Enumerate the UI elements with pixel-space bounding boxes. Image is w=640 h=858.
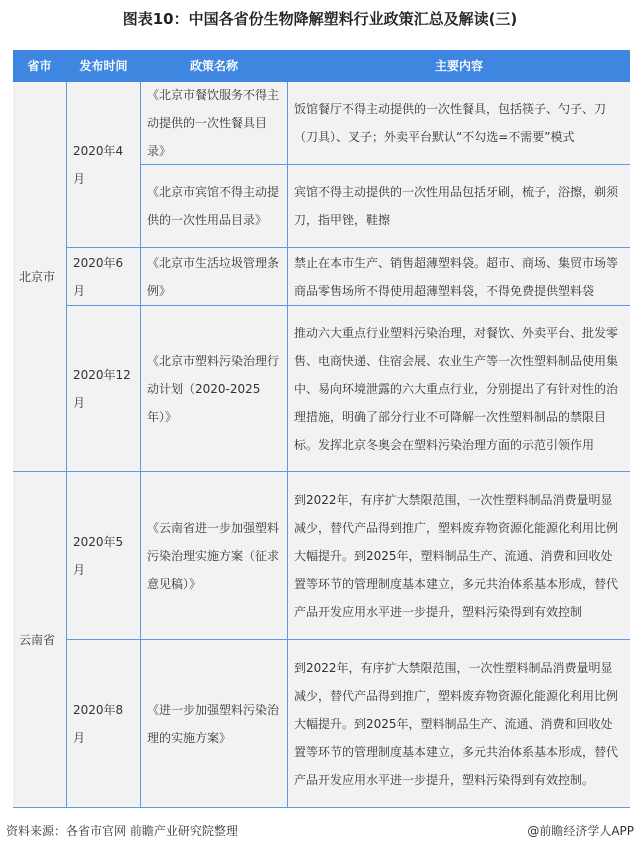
- content-cell: 推动六大重点行业塑料污染治理，对餐饮、外卖平台、批发零售、电商快递、住宿会展、农业生产等一次性塑料制品使用集中、易向环境泄露的六大重点行业，分别提出了有针对性的治理措施，明确了部分行业不可降解一次性塑料制品的禁限目标。发挥北京冬奥会在塑料污染治理方面的示范引领作用: [288, 306, 630, 472]
- date-cell: 2020年4月: [67, 82, 141, 248]
- policy-name-cell: 《云南省进一步加强塑料污染治理实施方案（征求意见稿）》: [141, 472, 288, 640]
- content-cell: 宾馆不得主动提供的一次性用品包括牙刷，梳子，浴擦，剃须刀，指甲锉，鞋擦: [288, 165, 630, 248]
- content-cell: 禁止在本市生产、销售超薄塑料袋。超市、商场、集贸市场等商品零售场所不得使用超薄塑料袋，不得免费提供塑料袋: [288, 248, 630, 306]
- content-cell: 到2022年，有序扩大禁限范围，一次性塑料制品消费量明显减少，替代产品得到推广，塑料废弃物资源化能源化利用比例大幅提升。到2025年，塑料制品生产、流通、消费和回收处置等环节的管理制度基本建立，多元共治体系基本形成，替代产品开发应用水平进一步提升，塑料污染得到有效控制: [288, 472, 630, 640]
- policy-name-cell: 《北京市塑料污染治理行动计划（2020-2025年）》: [141, 306, 288, 472]
- content-cell: 饭馆餐厅不得主动提供的一次性餐具，包括筷子、勺子、刀（刀具）、叉子；外卖平台默认“不勾选=不需要”模式: [288, 82, 630, 165]
- credit: @前瞻经济学人APP: [527, 824, 634, 838]
- header-date: 发布时间: [67, 50, 141, 82]
- policy-name-cell: 《北京市生活垃圾管理条例》: [141, 248, 288, 306]
- policy-name-cell: 《进一步加强塑料污染治理的实施方案》: [141, 640, 288, 808]
- content-cell: 到2022年，有序扩大禁限范围，一次性塑料制品消费量明显减少，替代产品得到推广，塑料废弃物资源化能源化利用比例大幅提升。到2025年，塑料制品生产、流通、消费和回收处置等环节的管理制度基本建立，多元共治体系基本形成，替代产品开发应用水平进一步提升，塑料污染得到有效控制。: [288, 640, 630, 808]
- page-title: 图表10：中国各省份生物降解塑料行业政策汇总及解读(三): [122, 10, 518, 28]
- source-note: 资料来源：各省市官网 前瞻产业研究院整理: [6, 824, 238, 838]
- province-cell: 云南省: [13, 472, 67, 808]
- header-province: 省市: [13, 50, 67, 82]
- date-cell: 2020年6月: [67, 248, 141, 306]
- policy-name-cell: 《北京市餐饮服务不得主动提供的一次性餐具目录》: [141, 82, 288, 165]
- date-cell: 2020年5月: [67, 472, 141, 640]
- header-policy-name: 政策名称: [141, 50, 288, 82]
- date-cell: 2020年12月: [67, 306, 141, 472]
- date-cell: 2020年8月: [67, 640, 141, 808]
- province-cell: 北京市: [13, 82, 67, 472]
- header-content: 主要内容: [288, 50, 630, 82]
- policy-name-cell: 《北京市宾馆不得主动提供的一次性用品目录》: [141, 165, 288, 248]
